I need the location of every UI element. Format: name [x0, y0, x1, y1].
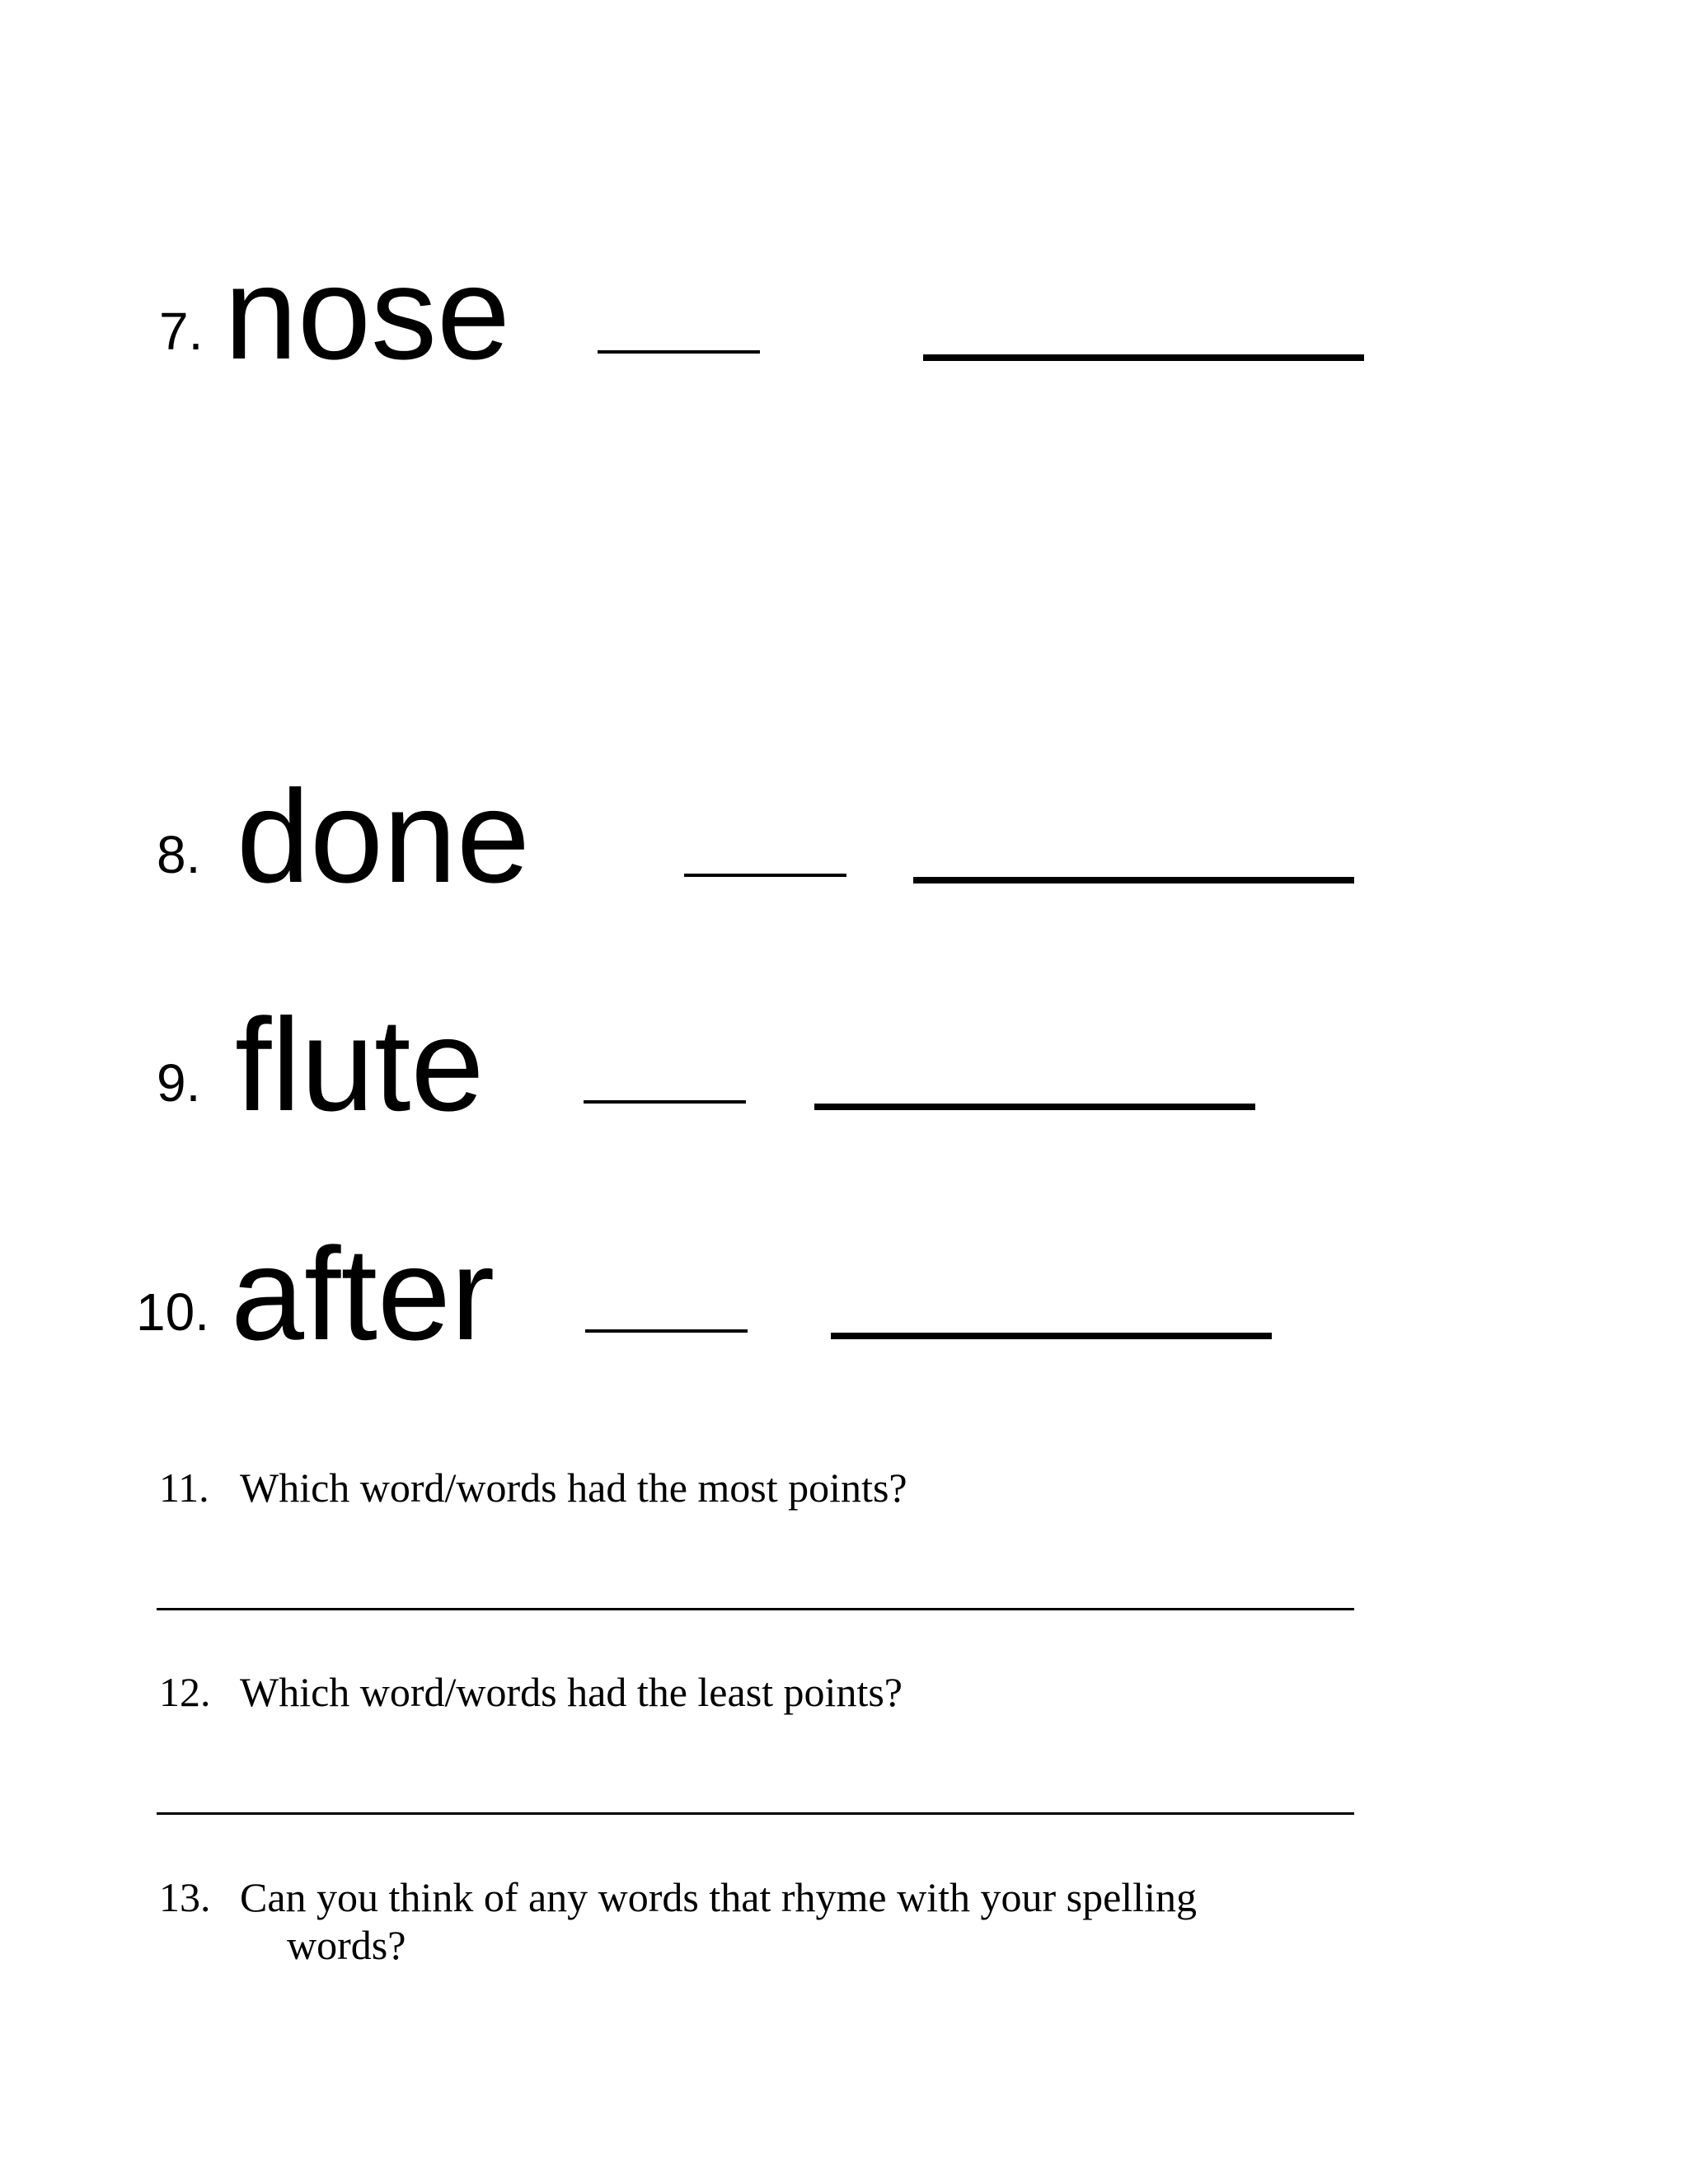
item-number: 9. [157, 1053, 201, 1113]
question-13-continuation: words? [287, 1922, 406, 1968]
points-blank[interactable] [684, 874, 846, 877]
answer-blank[interactable] [831, 1333, 1272, 1339]
spelling-word: after [231, 1220, 495, 1367]
item-number: 8. [157, 825, 201, 884]
question-number: 11. [159, 1465, 209, 1511]
answer-blank[interactable] [913, 877, 1354, 883]
spelling-word: nose [224, 239, 510, 387]
points-blank[interactable] [598, 350, 760, 354]
question-13 [159, 1872, 1197, 1922]
question-number: 12. [159, 1669, 211, 1715]
points-blank[interactable] [585, 1329, 748, 1333]
question-text: Can you think of any words that rhyme with your spelling [240, 1874, 1197, 1920]
question-11 [159, 1463, 907, 1512]
item-number: 7. [159, 302, 204, 361]
question-text: Which word/words had the least points? [240, 1669, 903, 1715]
question-text: Which word/words had the most points? [240, 1465, 907, 1511]
question-12 [159, 1667, 903, 1717]
question-number: 13. [159, 1874, 211, 1920]
answer-line[interactable] [157, 1608, 1354, 1610]
points-blank[interactable] [584, 1100, 746, 1104]
answer-blank[interactable] [814, 1104, 1255, 1110]
spelling-word: flute [235, 991, 485, 1138]
item-number: 10. [136, 1282, 209, 1342]
answer-line[interactable] [157, 1812, 1354, 1815]
spelling-word: done [237, 762, 530, 910]
answer-blank[interactable] [923, 354, 1364, 361]
